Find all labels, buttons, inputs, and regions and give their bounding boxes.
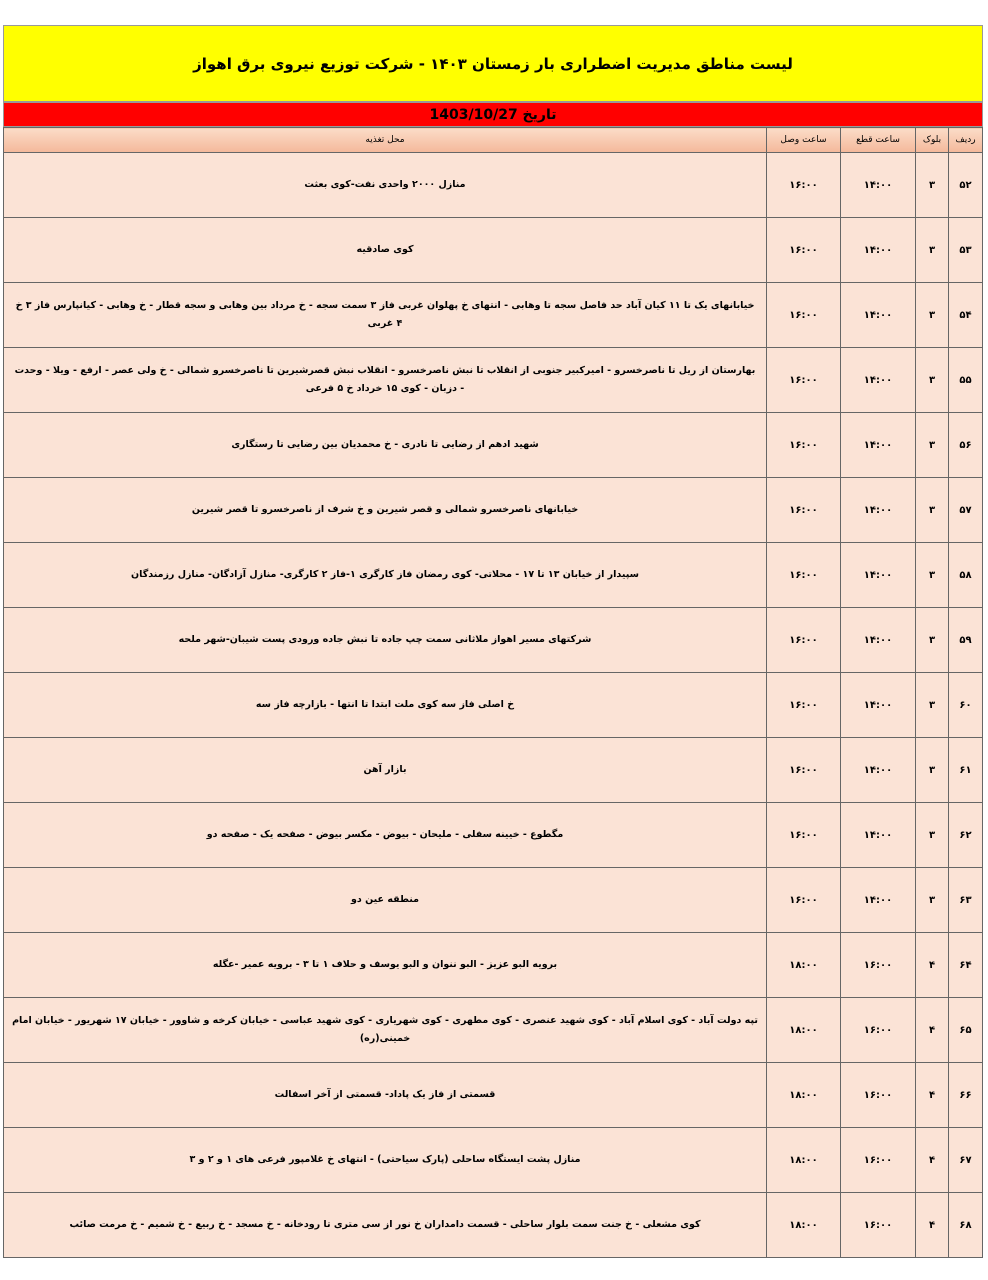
date-banner: تاریخ 1403/10/27 xyxy=(3,102,983,127)
block-cell: ۴ xyxy=(916,1193,949,1258)
location-cell: بهارستان از ریل تا ناصرخسرو - امیرکبیر جنوبی از انقلاب تا نبش ناصرخسرو - انقلاب نبش قصرشیرین تا ناصرخسرو شمالی - خ ولی عصر - ارفع - ویلا - وحدت - دزبان - کوی ۱۵ خرداد خ ۵ فرعی xyxy=(4,348,767,413)
connect-time: ۱۸:۰۰ xyxy=(767,998,841,1063)
connect-time: ۱۸:۰۰ xyxy=(767,1193,841,1258)
table-row xyxy=(4,218,983,283)
cut-time: ۱۴:۰۰ xyxy=(841,413,916,478)
row-number: ۵۳ xyxy=(949,218,983,283)
schedule-document xyxy=(3,25,983,1258)
connect-time: ۱۶:۰۰ xyxy=(767,478,841,543)
document-title: لیست مناطق مدیریت اضطراری بار زمستان ۱۴۰۳ - شرکت توزیع نیروی برق اهواز xyxy=(3,25,983,102)
cut-time: ۱۶:۰۰ xyxy=(841,933,916,998)
location-cell: خ اصلی فاز سه کوی ملت ابتدا تا انتها - بازارچه فاز سه xyxy=(4,673,767,738)
block-cell: ۳ xyxy=(916,673,949,738)
table-row xyxy=(4,933,983,998)
cut-time: ۱۴:۰۰ xyxy=(841,673,916,738)
block-cell: ۴ xyxy=(916,998,949,1063)
connect-time: ۱۶:۰۰ xyxy=(767,868,841,933)
block-cell: ۴ xyxy=(916,933,949,998)
row-number: ۶۵ xyxy=(949,998,983,1063)
header-row: ردیف xyxy=(949,128,983,153)
location-cell: کوی صادقیه xyxy=(4,218,767,283)
table-row xyxy=(4,153,983,218)
table-row xyxy=(4,1063,983,1128)
row-number: ۶۴ xyxy=(949,933,983,998)
location-cell: شهید ادهم از رضایی تا نادری - خ محمدیان بین رضایی تا رستگاری xyxy=(4,413,767,478)
row-number: ۶۳ xyxy=(949,868,983,933)
row-number: ۵۵ xyxy=(949,348,983,413)
table-row xyxy=(4,738,983,803)
row-number: ۶۸ xyxy=(949,1193,983,1258)
block-cell: ۳ xyxy=(916,608,949,673)
cut-time: ۱۴:۰۰ xyxy=(841,868,916,933)
cut-time: ۱۴:۰۰ xyxy=(841,543,916,608)
table-row xyxy=(4,413,983,478)
block-cell: ۳ xyxy=(916,283,949,348)
header-block: بلوک xyxy=(916,128,949,153)
row-number: ۶۰ xyxy=(949,673,983,738)
table-row xyxy=(4,803,983,868)
connect-time: ۱۶:۰۰ xyxy=(767,608,841,673)
block-cell: ۳ xyxy=(916,413,949,478)
location-cell: قسمتی از فاز یک پاداد- قسمتی از آخر اسفالت xyxy=(4,1063,767,1128)
cut-time: ۱۶:۰۰ xyxy=(841,1193,916,1258)
cut-time: ۱۶:۰۰ xyxy=(841,1128,916,1193)
header-connect: ساعت وصل xyxy=(767,128,841,153)
table-row xyxy=(4,348,983,413)
location-cell: تپه دولت آباد - کوی اسلام آباد - کوی شهید عنصری - کوی مطهری - کوی شهریاری - کوی شهید عباسی - خیابان کرخه و شاوور - خیابان ۱۷ شهریور - خیابان امام خمینی(ره) xyxy=(4,998,767,1063)
block-cell: ۳ xyxy=(916,738,949,803)
connect-time: ۱۶:۰۰ xyxy=(767,153,841,218)
cut-time: ۱۴:۰۰ xyxy=(841,803,916,868)
block-cell: ۳ xyxy=(916,348,949,413)
block-cell: ۳ xyxy=(916,218,949,283)
connect-time: ۱۸:۰۰ xyxy=(767,1063,841,1128)
block-cell: ۴ xyxy=(916,1128,949,1193)
connect-time: ۱۶:۰۰ xyxy=(767,218,841,283)
cut-time: ۱۴:۰۰ xyxy=(841,218,916,283)
block-cell: ۴ xyxy=(916,1063,949,1128)
connect-time: ۱۶:۰۰ xyxy=(767,673,841,738)
row-number: ۶۱ xyxy=(949,738,983,803)
row-number: ۶۷ xyxy=(949,1128,983,1193)
connect-time: ۱۶:۰۰ xyxy=(767,413,841,478)
row-number: ۶۲ xyxy=(949,803,983,868)
table-header xyxy=(4,128,983,153)
cut-time: ۱۴:۰۰ xyxy=(841,348,916,413)
row-number: ۵۹ xyxy=(949,608,983,673)
cut-time: ۱۶:۰۰ xyxy=(841,1063,916,1128)
connect-time: ۱۶:۰۰ xyxy=(767,803,841,868)
table-row xyxy=(4,998,983,1063)
header-cut: ساعت قطع xyxy=(841,128,916,153)
table-row xyxy=(4,1193,983,1258)
location-cell: منازل ۲۰۰۰ واحدی نفت-کوی بعثت xyxy=(4,153,767,218)
row-number: ۵۷ xyxy=(949,478,983,543)
location-cell: بازار آهن xyxy=(4,738,767,803)
location-cell: خیابانهای ناصرخسرو شمالی و قصر شیرین و خ شرف از ناصرخسرو تا قصر شیرین xyxy=(4,478,767,543)
cut-time: ۱۴:۰۰ xyxy=(841,283,916,348)
location-cell: سپیدار از خیابان ۱۳ تا ۱۷ - محلاتی- کوی رمضان فاز کارگری ۱-فاز ۲ کارگری- منازل آزادگان- منازل رزمندگان xyxy=(4,543,767,608)
location-cell: منطقه عین دو xyxy=(4,868,767,933)
row-number: ۵۸ xyxy=(949,543,983,608)
connect-time: ۱۶:۰۰ xyxy=(767,738,841,803)
row-number: ۵۲ xyxy=(949,153,983,218)
table-row xyxy=(4,608,983,673)
location-cell: منازل پشت ایستگاه ساحلی (پارک سیاحتی) - انتهای خ غلامپور فرعی های ۱ و ۲ و ۳ xyxy=(4,1128,767,1193)
connect-time: ۱۶:۰۰ xyxy=(767,348,841,413)
cut-time: ۱۴:۰۰ xyxy=(841,738,916,803)
location-cell: شرکتهای مسیر اهواز ملاثانی سمت چپ جاده تا نبش جاده ورودی پست شیبان-شهر ملحه xyxy=(4,608,767,673)
table-row xyxy=(4,1128,983,1193)
connect-time: ۱۶:۰۰ xyxy=(767,543,841,608)
cut-time: ۱۴:۰۰ xyxy=(841,478,916,543)
block-cell: ۳ xyxy=(916,868,949,933)
block-cell: ۳ xyxy=(916,153,949,218)
location-cell: مگطوع - خیینه سفلی - ملیحان - بیوض - مکسر بیوض - صفحه یک - صفحه دو xyxy=(4,803,767,868)
location-cell: کوی مشعلی - خ جنت سمت بلوار ساحلی - قسمت دامداران خ نور از سی متری تا رودخانه - خ مسجد - خ ربیع - خ شمیم - خ مرمت صائب xyxy=(4,1193,767,1258)
cut-time: ۱۶:۰۰ xyxy=(841,998,916,1063)
block-cell: ۳ xyxy=(916,543,949,608)
row-number: ۵۴ xyxy=(949,283,983,348)
connect-time: ۱۸:۰۰ xyxy=(767,1128,841,1193)
table-row xyxy=(4,673,983,738)
row-number: ۵۶ xyxy=(949,413,983,478)
location-cell: برویه البو عزیز - البو ننوان و البو یوسف و حلاف ۱ تا ۳ - برویه عمیر -عگله xyxy=(4,933,767,998)
connect-time: ۱۶:۰۰ xyxy=(767,283,841,348)
outage-table xyxy=(3,127,983,1258)
block-cell: ۳ xyxy=(916,478,949,543)
table-row xyxy=(4,868,983,933)
location-cell: خیابانهای یک تا ۱۱ کیان آباد حد فاصل سجه تا وهابی - انتهای خ پهلوان غربی فاز ۳ سمت سجه - خ مرداد بین وهابی و سجه قطار - خ وهابی - کیانپارس فاز ۳ خ ۴ غربی xyxy=(4,283,767,348)
connect-time: ۱۸:۰۰ xyxy=(767,933,841,998)
row-number: ۶۶ xyxy=(949,1063,983,1128)
cut-time: ۱۴:۰۰ xyxy=(841,608,916,673)
table-row xyxy=(4,283,983,348)
table-row xyxy=(4,543,983,608)
table-row xyxy=(4,478,983,543)
header-location: محل تغذیه xyxy=(4,128,767,153)
cut-time: ۱۴:۰۰ xyxy=(841,153,916,218)
block-cell: ۳ xyxy=(916,803,949,868)
